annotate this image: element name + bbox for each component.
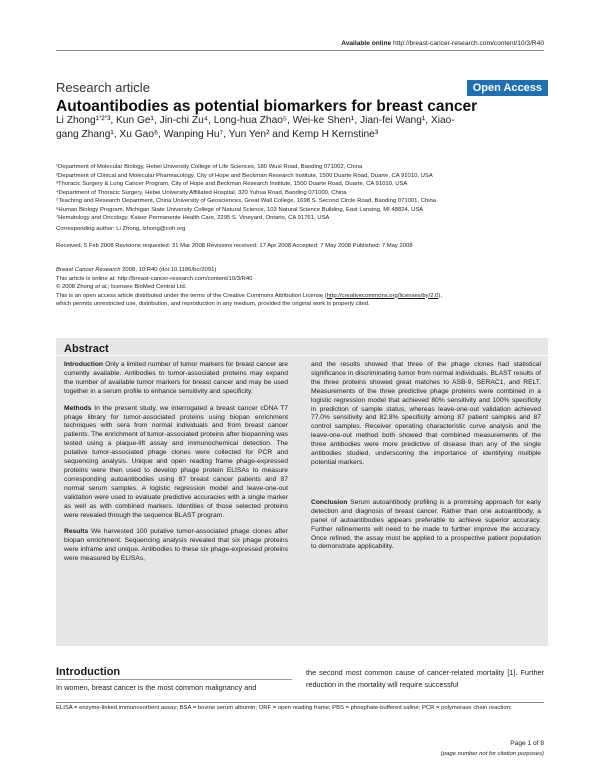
abstract-rule <box>56 355 548 356</box>
conclusion-label: Conclusion <box>311 498 348 506</box>
methods-text: In the present study, we interrogated a breast cancer cDNA T7 phage library for tumor-associated proteins using biopan enrichment techniques with sera from normal individuals and from breast cancer patients. The enrichment of tumor-associated proteins after biopanning was tested using a plaque-lift assay and immunochemical detection. The putative tumor-associated phage clones were collected for PCR and sequencing analysis. Unique and open reading frame phage-expressed proteins were then used to develop phage protein ELISAs to measure corresponding autoantibodies using 87 breast cancer patients and 87 normal serum samples. A logistic regression model and leave-one-out validation were used to evaluate predictive accuracies with a single marker as well as with combined markers. Identities of those selected proteins were revealed through the sequence BLAST program. <box>64 404 288 519</box>
abstract-column-1 <box>64 361 288 572</box>
methods-label: Methods <box>64 404 92 412</box>
introduction-text: Only a limited number of tumor markers for breast cancer are currently available. Antibodies to tumor-associated proteins may expand the number of available tumor markers for breast cancer and may be used together in a serum profile to enhance sensitivity and specificity. <box>64 361 288 395</box>
abstract-heading: Abstract <box>64 343 109 355</box>
page-number: Page 1 of 8 <box>510 740 544 747</box>
affiliation-item: ⁴Department of Thoracic Surgery, Hebei University Affiliated Hospital, 320 Yuhua Road, Baoding 071000, China <box>56 189 347 196</box>
abstract-column-2 <box>311 361 541 560</box>
license-line-2: which permits unrestricted use, distribution, and reproduction in any medium, provided the original work is properly cited. <box>56 301 370 307</box>
affiliation-item: ⁶Human Biology Program, Michigan State University College of Natural Science, 103 Natural Science Building, East Lansing, MI 48824, USA <box>56 206 424 213</box>
copyright-prefix: © 2008 Zhong <box>56 284 96 290</box>
abstract-results-continued: and the results showed that three of the phage clones had statistical significance in discriminating tumor from normal individuals. BLAST results of the three proteins showed great matches to ASB-9, SERAC1, and RELT. Measurements of the three predictive phage proteins were combined in a logistic regression model that achieved 80% sensitivity and 100% specificity in prediction of sample status, whereas leave-one-out validation achieved 77.0% sensitivity and 82.8% specificity among 87 patient samples and 87 control samples. Receiver operating characteristic curve analysis and the leave-one-out method both showed that combined measurements of the three antibodies were more predictive of disease than any of the single antibodies studied, underscoring the importance of identifying multiple potential markers. <box>311 361 541 466</box>
copyright-line <box>56 283 556 292</box>
introduction-column-1: In women, breast cancer is the most common malignancy and <box>56 683 257 692</box>
results-label: Results <box>64 528 89 536</box>
article-type: Research article <box>56 80 150 95</box>
license-prefix: This is an open access article distributed under the terms of the Creative Commons Attribution License ( <box>56 292 327 299</box>
license-link[interactable]: http://creativecommons.org/licenses/by/2.0 <box>326 292 439 299</box>
license-line <box>56 292 556 301</box>
abstract-conclusion <box>311 499 541 552</box>
journal-name: Breast Cancer Research <box>56 267 121 273</box>
footnote-rule <box>56 702 544 703</box>
paper-title: Autoantibodies as potential biomarkers for breast cancer <box>56 98 478 115</box>
affiliation-item: ²Department of Clinical and Molecular Pharmacology, City of Hope and Beckman Research Institute, 1500 Duarte Road, Duarte, CA 91010, USA <box>56 172 433 179</box>
copyright-etal: et al. <box>95 284 108 290</box>
results-text: We harvested 100 putative tumor-associated phage clones after biopan enrichment. Sequencing analysis revealed that six phage proteins were inframe and unique. Antibodies to these six phage-expressed proteins were measured by ELISAs, <box>64 528 288 563</box>
license-suffix: ), <box>438 292 443 299</box>
affiliation-item: ⁷Hematology and Oncology, Kaiser Permanente Health Care, 2295 S. Vineyard, Ontario, CA 91761, USA <box>56 215 330 221</box>
page-note: (page number not for citation purposes) <box>440 751 544 757</box>
article-online-line: This article is online at: http://breast-cancer-research.com/content/10/3/R40 <box>56 275 253 282</box>
introduction-heading: Introduction <box>56 666 121 678</box>
author-line-1: Li Zhong¹ʼ²ʼ³, Kun Ge¹, Jin-chi Zu⁴, Long-hua Zhao⁵, Wei-ke Shen¹, Jian-fei Wang¹, Xiao- <box>56 115 455 126</box>
abstract-methods <box>64 405 288 521</box>
abbreviations: ELISA = enzyme-linked immunosorbent assay; BSA = bovine serum albumin; ORF = open reading frame; PBS = phosphate-buffered saline; PCR = polymerase chain reaction; <box>56 705 512 711</box>
conclusion-text: Serum autoantibody profiling is a promising approach for early detection and diagnosis of breast cancer. Rather than one autoantibody, a panel of autoantibodies appears preferable to achieve superior accuracy. Further refinements will need to be made to further improve the accuracy. Once refined, the assay must be applied to a prospective patient population to demonstrate applicability. <box>311 498 541 551</box>
header-rule <box>56 50 544 51</box>
author-line-2: gang Zhang¹, Xu Gao⁶, Wanping Hu⁷, Yun Yen² and Kemp H Kernstine³ <box>56 128 379 140</box>
abstract-results <box>64 528 288 564</box>
introduction-label: Introduction <box>64 361 104 368</box>
author-list <box>56 114 556 141</box>
open-access-badge: Open Access <box>467 80 548 96</box>
introduction-column-2: the second most common cause of cancer-related mortality [1]. Further reduction in the mortality will require successful <box>306 668 544 689</box>
introduction-rule <box>56 679 292 680</box>
online-label: Available online <box>341 40 392 47</box>
affiliation-item: ³Thoracic Surgery & Lung Cancer Program, City of Hope and Beckman Research Institute, 1500 Duarte Road, Duarte, CA 91010, USA <box>56 181 408 187</box>
online-url[interactable]: http://breast-cancer-research.com/content/10/3/R40 <box>393 40 544 47</box>
publication-dates: Received: 5 Feb 2008 Revisions requested: 31 Mar 2008 Revisions received: 17 Apr 2008 Accepted: 7 May 2008 Published: 7 May 2008 <box>56 243 413 249</box>
citation-details: 2008, 10:R40 (doi:10.1186/bcr2091) <box>120 267 217 273</box>
affiliation-item: ⁵Teaching and Research Department, China University of Geosciences, Great Wall College, 1698 S. Second Circle Road, Baoding 071001, China <box>56 198 437 204</box>
affiliations <box>56 163 556 223</box>
corresponding-author: Corresponding author: Li Zhong, lzhong@coh.org <box>56 226 186 232</box>
citation-line <box>56 266 556 275</box>
abstract-introduction <box>64 361 288 397</box>
affiliation-item: ¹Department of Molecular Biology, Hebei University College of Life Sciences, 180 Wusi Road, Baoding 071002, China <box>56 164 363 170</box>
citation-block <box>56 266 556 309</box>
online-availability <box>341 40 544 47</box>
copyright-suffix: ; licensee BioMed Central Ltd. <box>107 284 187 290</box>
